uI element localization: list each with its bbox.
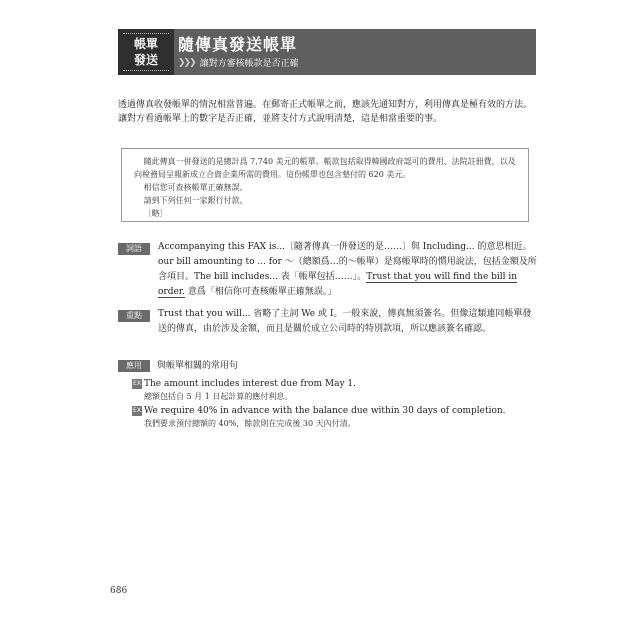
intro-paragraph: 透過傳真收發帳單的情況相當普遍。在郵寄正式帳單之前，應該先通知對方，利用傳真是極有效的方法。讓對方看過帳單上的數字是否正確，並將支付方式說明清楚，這是相當重要的事。	[118, 100, 533, 124]
letter-line-4: 〔略〕	[143, 209, 168, 218]
phrase-label: 詞語	[118, 243, 150, 255]
phrase-text: Accompanying this FAX is...〔隨著傳真一併發送的是……〕與 Including... 的意思相近。our bill amounting to ... for ～（總額爲…的～帳單）是寫帳單時的慣用說法，包括金額及所含項目。The bill includes... 表「帳單包括……」。	[158, 242, 537, 282]
example-1-en: The amount includes interest due from May 1.	[144, 379, 356, 389]
application-label: 應用	[118, 360, 150, 372]
phrase-text-end: 意爲「相信你可查核帳單正確無誤。」	[184, 287, 337, 297]
section-badge	[118, 29, 174, 75]
letter-line-3: 請到下列任何一家銀行付款。	[143, 196, 248, 205]
key-point-label: 重點	[118, 310, 150, 322]
example-icon: EX	[133, 407, 141, 414]
sample-letter-box	[121, 148, 529, 222]
example-2-en: We require 40% in advance with the balance due within 30 days of completion.	[144, 406, 506, 416]
page-subtitle: 讓對方審核帳款是否正確	[199, 59, 299, 69]
application-heading: 與帳單相關的常用句	[157, 361, 239, 371]
section-badge-line2: 發送	[133, 53, 158, 67]
key-point-note: Trust that you will... 省略了主詞 We 或 I。一般來說，傳真無須簽名。但像這類連同帳單發送的傳真，由於涉及金額，而且是關於成立公司時的特別款項，所以應該簽名確認。	[158, 309, 532, 334]
phrase-note	[158, 240, 540, 300]
page-number: 686	[110, 586, 128, 596]
phrase-underlined: Trust that you will find the bill in order.	[158, 272, 518, 297]
page-title: 隨傳真發送帳單	[178, 35, 298, 54]
example-1-zh: 總額包括自 5 月 1 日起計算的應付利息。	[144, 392, 293, 401]
letter-line-2: 相信您可查核帳單正確無誤。	[143, 183, 248, 192]
page-subtitle-row	[178, 56, 299, 69]
letter-line-1: 隨此傳真一併發送的是總計爲 7,740 美元的帳單。帳款包括取得韓國政府認可的費用、法院註冊費，以及向稅務局呈報新成立合資企業所需的費用。這份帳單也包含墊付的 620 美元。	[134, 157, 516, 179]
section-badge-line1: 帳單	[133, 37, 158, 51]
triple-chevron-icon: ❯❯❯	[178, 57, 195, 68]
example-icon: EX	[133, 380, 141, 387]
example-2-zh: 我們要求預付總額的 40%，餘款則在完成後 30 天內付清。	[144, 419, 356, 428]
